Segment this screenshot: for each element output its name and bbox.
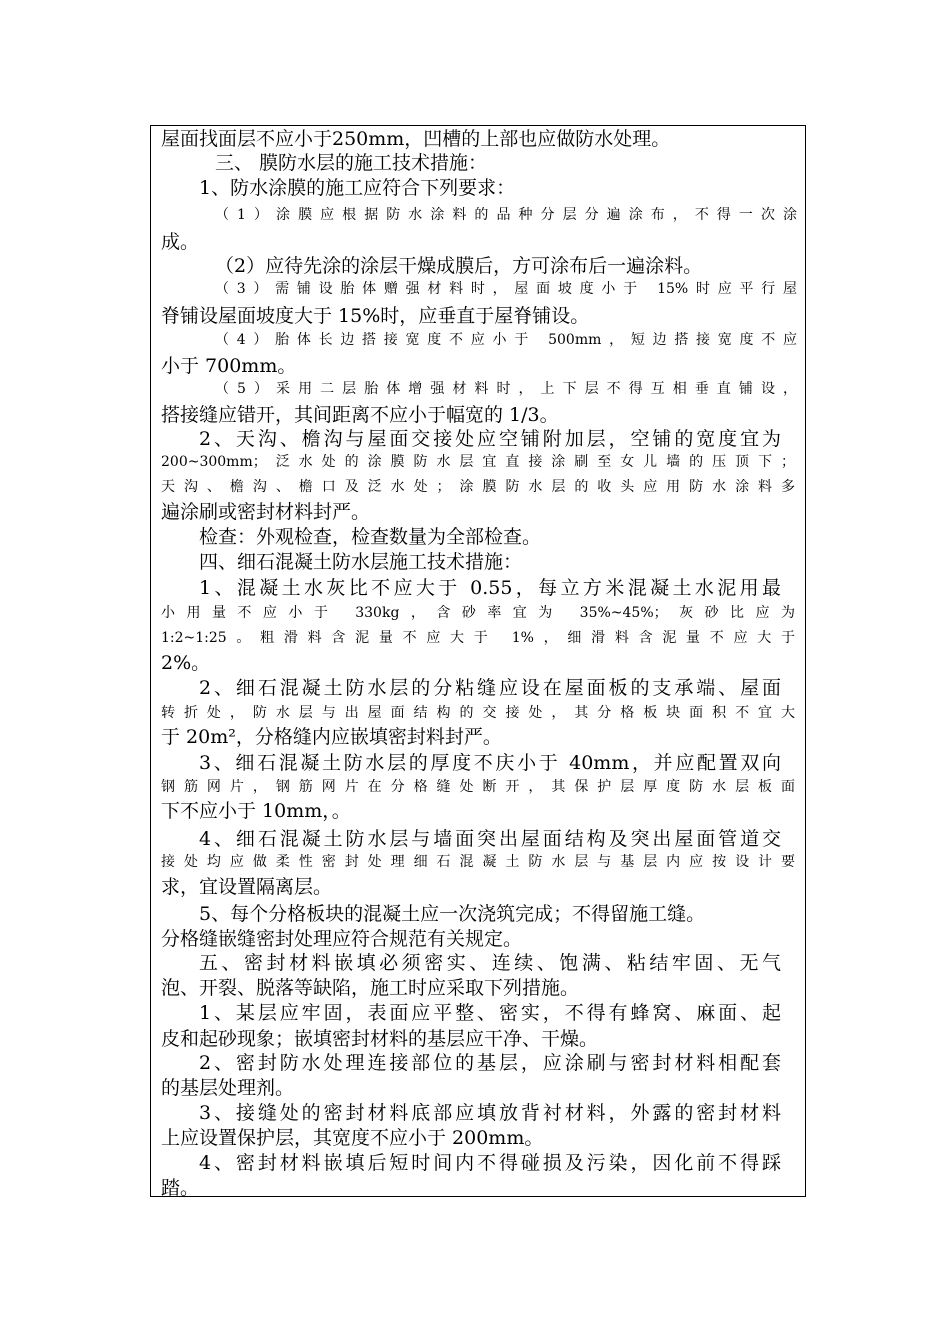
document-frame — [150, 125, 806, 1197]
text-line: 接处均应做柔性密封处理细石混凝土防水层与基层内应按设计要 — [161, 854, 795, 870]
text-line: 小于 700mm。 — [161, 355, 297, 377]
text-line: （5）采用二层胎体增强材料时，上下层不得互相垂直铺设， — [215, 381, 797, 397]
text-line: 检查：外观检查，检查数量为全部检查。 — [199, 526, 542, 548]
text-line: 1、防水涂膜的施工应符合下列要求： — [199, 177, 516, 199]
text-line: （2）应待先涂的涂层干燥成膜后，方可涂布后一遍涂料。 — [215, 255, 703, 277]
text-line: （3）需铺设胎体赠强材料时，屋面坡度小于 15%时应平行屋 — [215, 281, 797, 297]
text-line: 于 20m²，分格缝内应嵌填密封料封严。 — [161, 726, 502, 748]
text-line: 1:2~1:25。粗滑料含泥量不应大于 1%，细滑料含泥量不应大于 — [161, 630, 795, 646]
text-line: 五、密封材料嵌填必须密实、连续、饱满、粘结牢固、无气 — [199, 952, 781, 974]
text-line: 搭接缝应错开，其间距离不应小于幅宽的 1/3。 — [161, 404, 559, 426]
text-line: 转折处，防水层与出屋面结构的交接处，其分格板块面积不宜大 — [161, 705, 795, 721]
text-line: 屋面找面层不应小于250mm，凹槽的上部也应做防水处理。 — [161, 128, 671, 150]
text-line: 1、混凝土水灰比不应大于 0.55，每立方米混凝土水泥用最 — [199, 577, 781, 599]
text-line: （1）涂膜应根据防水涂料的品种分层分遍涂布，不得一次涂 — [215, 207, 797, 223]
text-line: 2、密封防水处理连接部位的基层，应涂刷与密封材料相配套 — [199, 1052, 781, 1074]
text-line: 5、每个分格板块的混凝土应一次浇筑完成；不得留施工缝。 — [199, 903, 706, 925]
text-line: 钢筋网片，钢筋网片在分格缝处断开，其保护层厚度防水层板面 — [161, 779, 795, 795]
text-line: 的基层处理剂。 — [161, 1077, 295, 1099]
text-line: 小用量不应小于 330kg，含砂率宜为 35%~45%；灰砂比应为 — [161, 605, 795, 621]
text-line: 3、接缝处的密封材料底部应填放背衬材料，外露的密封材料 — [199, 1102, 781, 1124]
text-line: 三、 膜防水层的施工技术措施： — [215, 152, 488, 174]
text-line: 4、密封材料嵌填后短时间内不得碰损及污染，因化前不得踩 — [199, 1152, 781, 1174]
text-line: 皮和起砂现象；嵌填密封材料的基层应干净、干燥。 — [161, 1028, 599, 1050]
text-line: 泡、开裂、脱落等缺陷，施工时应采取下列措施。 — [161, 977, 580, 999]
text-line: 遍涂刷或密封材料封严。 — [161, 501, 371, 523]
text-line: 1、某层应牢固，表面应平整、密实，不得有蜂窝、麻面、起 — [199, 1002, 781, 1024]
text-line: 4、细石混凝土防水层与墙面突出屋面结构及突出屋面管道交 — [199, 828, 781, 850]
text-line: 天沟、檐沟、檐口及泛水处；涂膜防水层的收头应用防水涂料多 — [161, 479, 795, 495]
text-line: 下不应小于 10mm，。 — [161, 800, 351, 822]
text-line: 2、细石混凝土防水层的分粘缝应设在屋面板的支承端、屋面 — [199, 677, 781, 699]
text-line: 脊铺设屋面坡度大于 15%时，应垂直于屋脊铺设。 — [161, 305, 590, 327]
text-line: 2%。 — [161, 652, 211, 674]
text-line: 上应设置保护层，其宽度不应小于 200mm。 — [161, 1127, 544, 1149]
text-line: 200~300mm；泛水处的涂膜防水层宜直接涂刷至女儿墙的压顶下； — [161, 454, 795, 470]
text-line: 成。 — [161, 231, 200, 253]
text-line: 2、天沟、檐沟与屋面交接处应空铺附加层，空铺的宽度宜为 — [199, 428, 781, 450]
text-line: 分格缝嵌缝密封处理应符合规范有关规定。 — [161, 928, 523, 950]
text-line: 踏。 — [161, 1177, 200, 1199]
text-line: 四、细石混凝土防水层施工技术措施： — [199, 551, 523, 573]
text-line: 3、细石混凝土防水层的厚度不庆小于 40mm，并应配置双向 — [199, 752, 781, 774]
text-line: （4）胎体长边搭接宽度不应小于 500mm，短边搭接宽度不应 — [215, 332, 797, 348]
text-line: 求，宜设置隔离层。 — [161, 876, 333, 898]
